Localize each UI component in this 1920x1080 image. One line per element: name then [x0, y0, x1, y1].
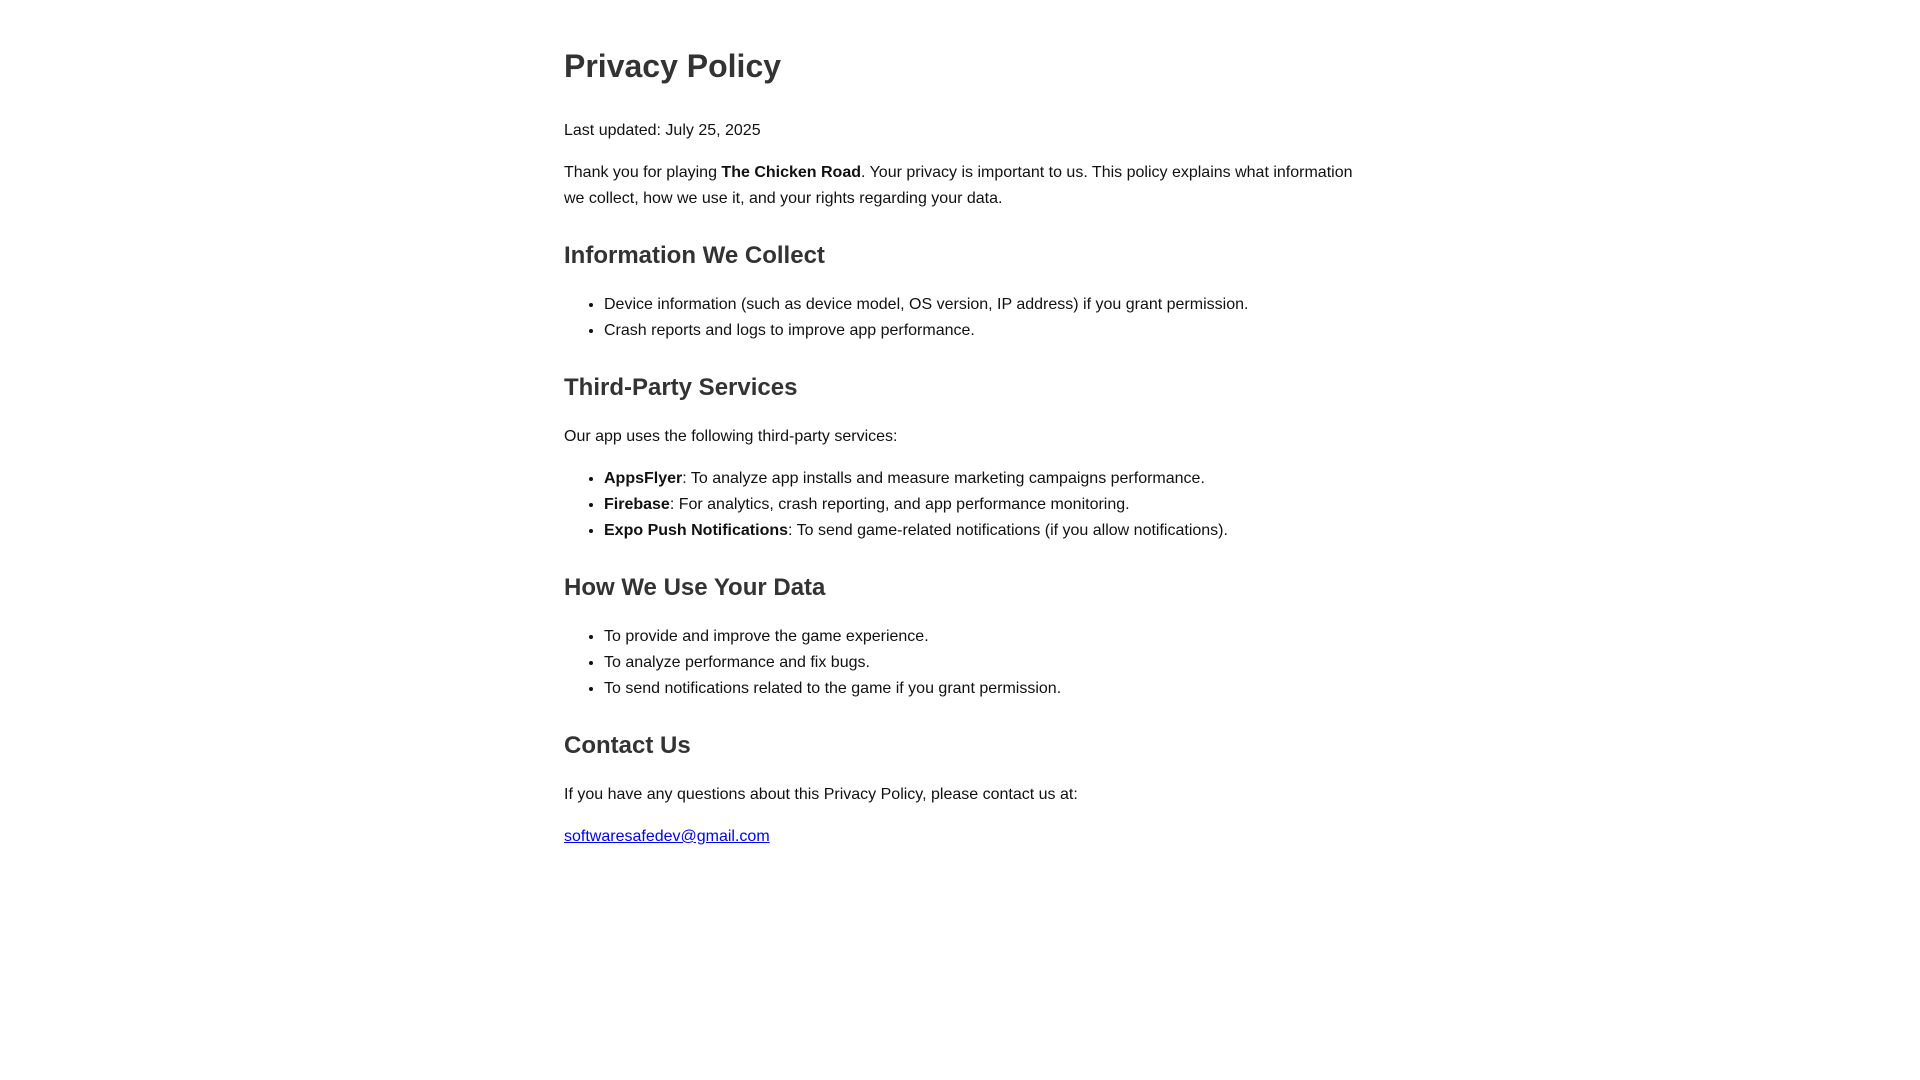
- contact-email-line: [564, 824, 1364, 850]
- section-heading-how-we-use-your-data: How We Use Your Data: [564, 574, 826, 601]
- usage-list: [564, 624, 1364, 702]
- third-party-intro: Our app uses the following third-party services:: [564, 428, 898, 445]
- contact-email-link[interactable]: softwaresafedev@gmail.com: [564, 828, 770, 845]
- list-item: • Device information (such as device model, OS version, IP address) if you grant permission.: [604, 292, 1364, 318]
- third-party-list: [564, 466, 1364, 544]
- list-item-firebase: [604, 492, 1364, 518]
- service-name: Firebase: [604, 496, 670, 513]
- list-item-appsflyer: [604, 466, 1364, 492]
- service-description: : To send game-related notifications (if you allow notifications).: [788, 522, 1228, 539]
- intro-paragraph: [564, 160, 1364, 212]
- collect-list: [564, 292, 1364, 344]
- list-item: • To send notifications related to the game if you grant permission.: [604, 676, 1364, 702]
- app-name: The Chicken Road: [721, 164, 861, 181]
- list-item-expo-push: [604, 518, 1364, 544]
- section-heading-information-we-collect: Information We Collect: [564, 242, 825, 269]
- service-name: AppsFlyer: [604, 470, 683, 487]
- intro-text-after: . Your privacy is important to us. This policy explains what information we collect, how we use it, and your rights regarding your data.: [564, 164, 1353, 207]
- section-heading-third-party-services: Third-Party Services: [564, 374, 798, 401]
- intro-text-before: Thank you for playing: [564, 164, 722, 181]
- list-item: • Crash reports and logs to improve app performance.: [604, 318, 1364, 344]
- service-description: : For analytics, crash reporting, and app performance monitoring.: [669, 496, 1130, 513]
- privacy-policy-page: [564, 0, 1364, 850]
- service-description: : To analyze app installs and measure marketing campaigns performance.: [682, 470, 1205, 487]
- page-title: Privacy Policy: [564, 48, 782, 84]
- list-item: • To provide and improve the game experience.: [604, 624, 1364, 650]
- contact-text: If you have any questions about this Privacy Policy, please contact us at:: [564, 786, 1078, 803]
- list-item: • To analyze performance and fix bugs.: [604, 650, 1364, 676]
- last-updated: Last updated: July 25, 2025: [564, 122, 761, 139]
- service-name: Expo Push Notifications: [604, 522, 789, 539]
- section-heading-contact-us: Contact Us: [564, 732, 691, 759]
